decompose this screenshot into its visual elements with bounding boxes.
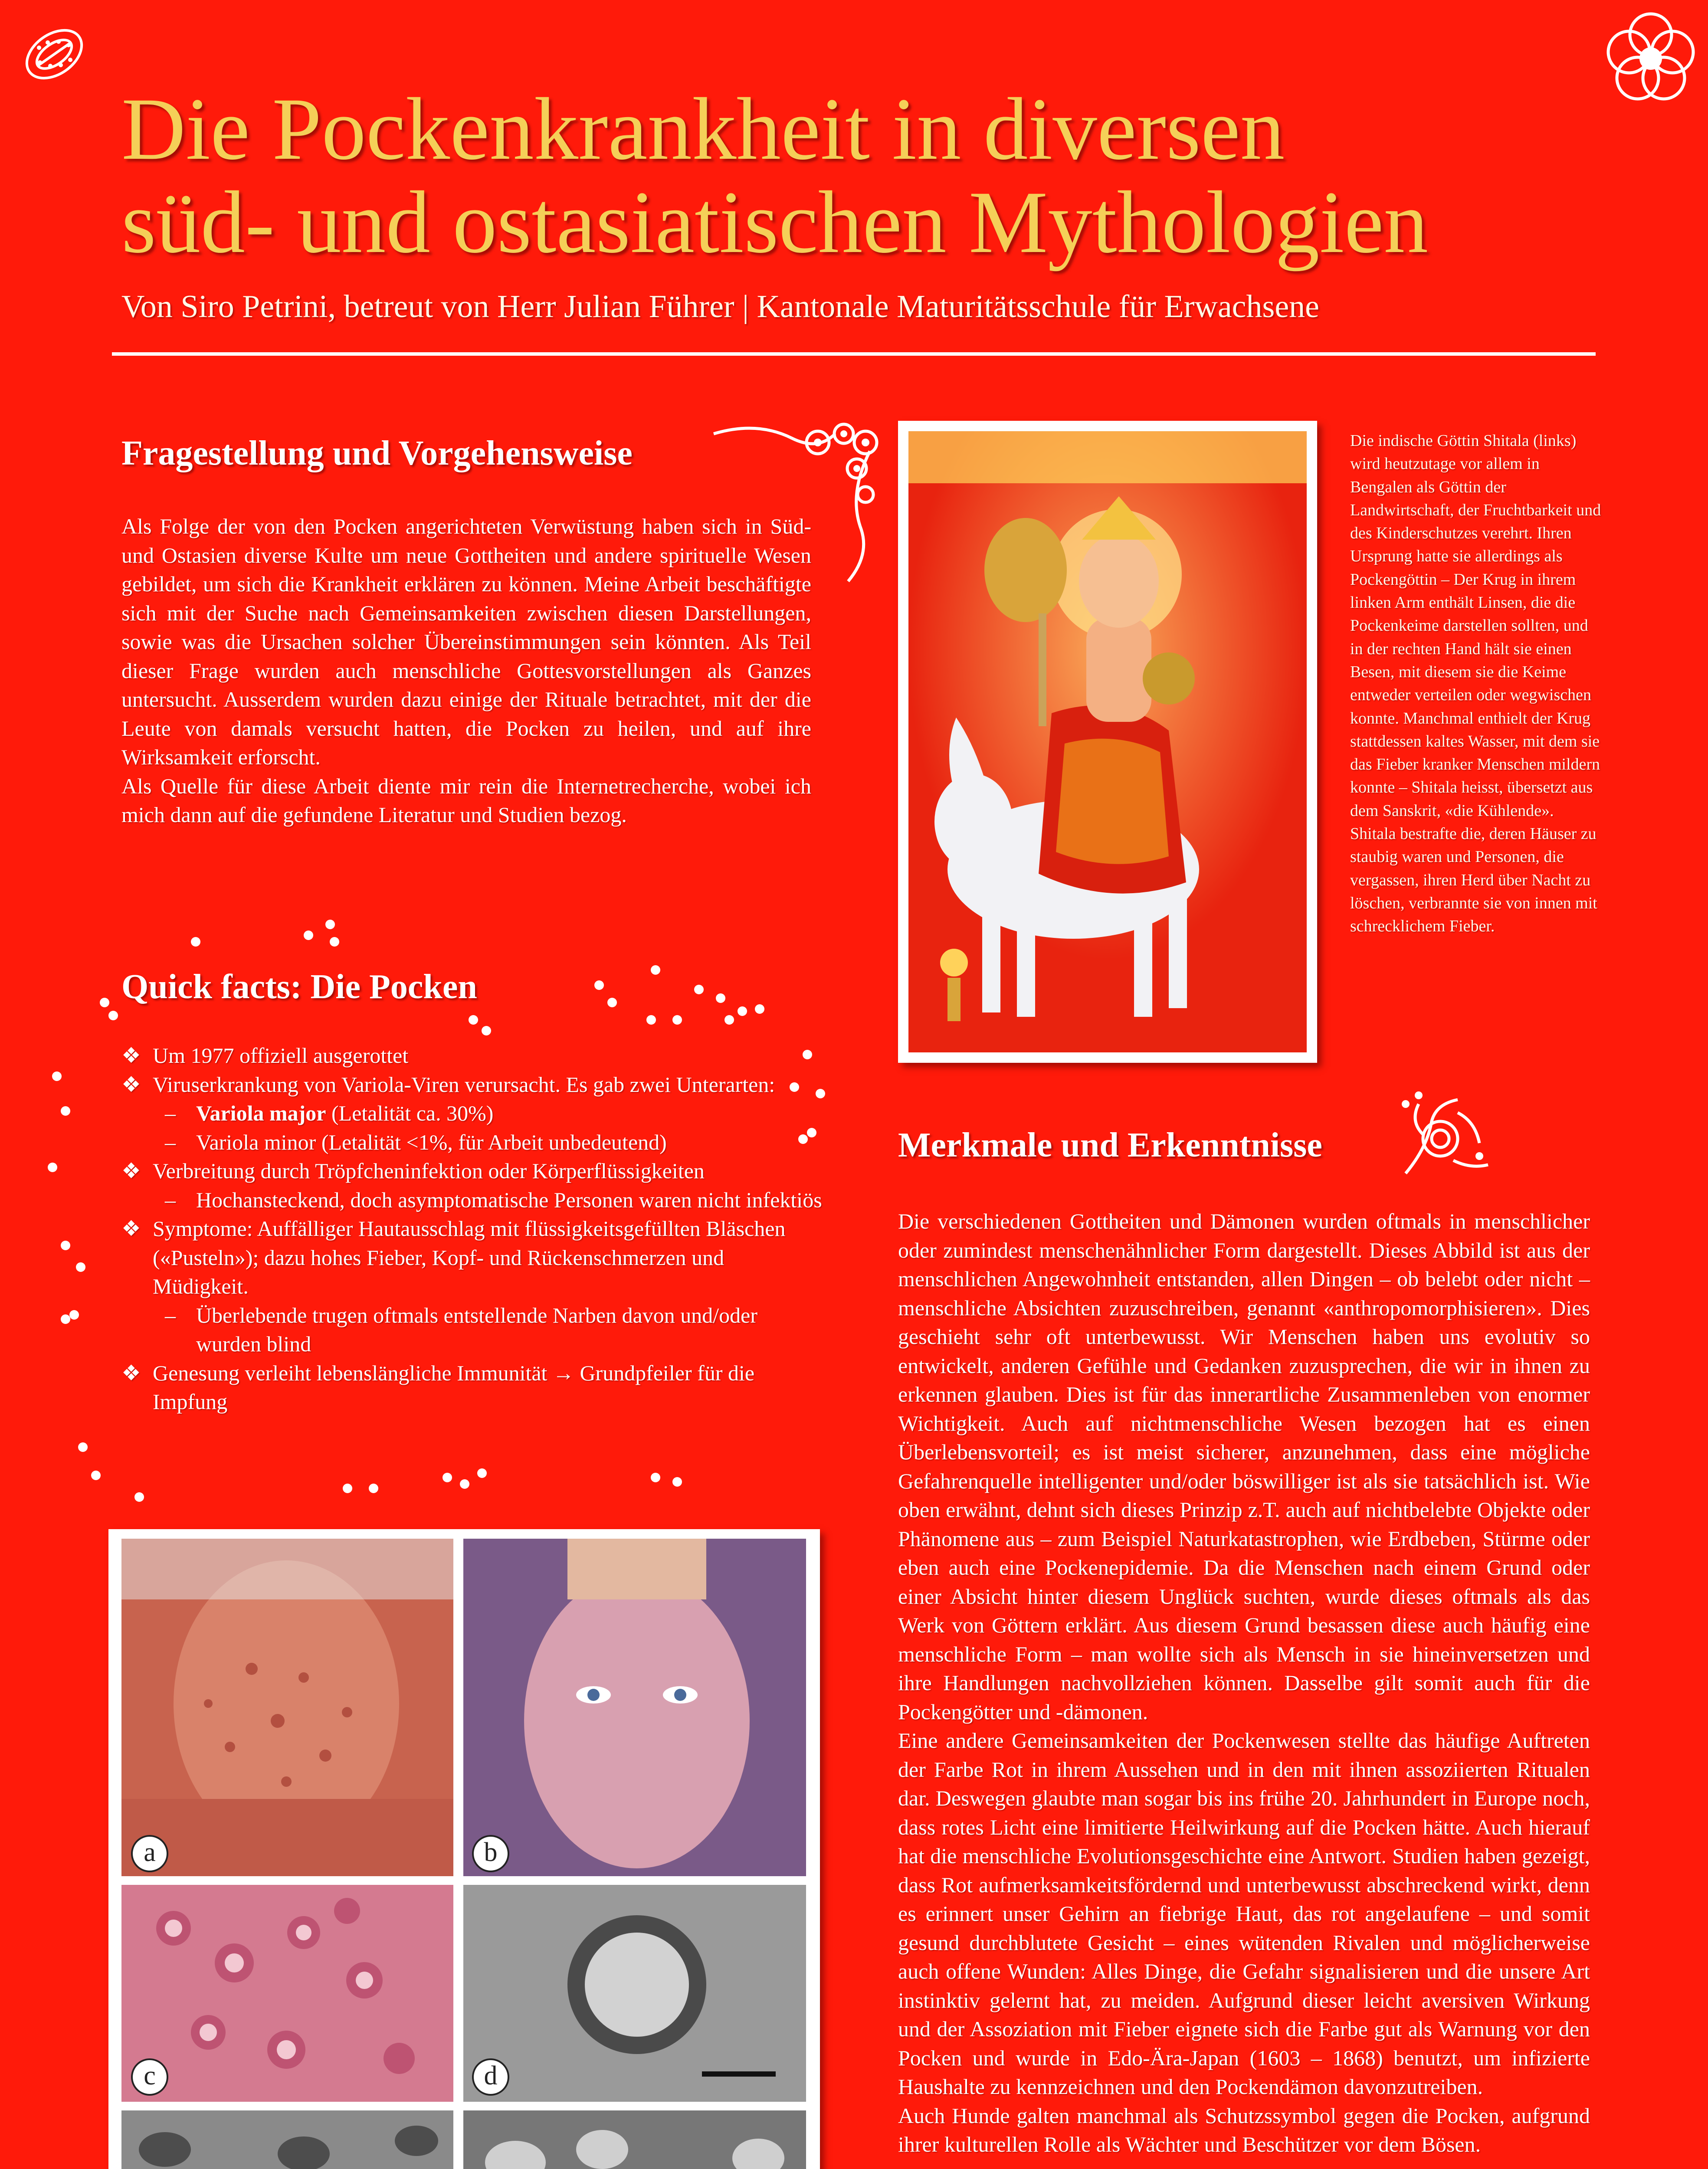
page-title xyxy=(121,80,1640,272)
header-divider xyxy=(112,352,1596,356)
paragraph: Als Folge der von den Pocken angerichteten Verwüstung haben sich in Süd- und Ostasien diverse Kulte um neue Gottheiten und andere spirituelle Wesen gebildet, um sich die Krankheit erklären zu können. Meine Arbeit beschäftigte sich mit der Suche nach Gemeinsamkeiten zwischen diesen Darstellungen, sowie was die Ursachen solcher Übereinstimmungen sein könnten. Als Teil dieser Frage wurden auch menschliche Gottesvorstellungen als Ganzes untersucht. Ausserdem wurden dazu einige der Rituale betrachtet, mit der die Leute von damals versucht hatten, die Pocken zu heilen, und auf ihre Wirksamkeit erforscht. xyxy=(121,514,811,769)
diamond-bullet-icon: ❖ xyxy=(121,1216,141,1241)
diamond-bullet-icon: ❖ xyxy=(121,1360,141,1385)
panel-label-c: c xyxy=(131,2058,168,2096)
list-item: ❖ Verbreitung durch Tröpfcheninfektion oder Körperflüssigkeiten xyxy=(121,1157,824,1186)
dash-bullet: – xyxy=(165,1130,176,1154)
shitala-image-frame xyxy=(898,421,1317,1063)
list-item: ❖ Um 1977 offiziell ausgerottet xyxy=(121,1041,824,1070)
photo-panel-d xyxy=(463,1885,806,2102)
list-subitem: – Überlebende trugen oftmals entstellende Narben davon und/oder wurden blind xyxy=(121,1301,824,1359)
paragraph: Eine andere Gemeinsamkeiten der Pockenwesen stellte das häufige Auftreten der Farbe Rot in ihrem Aussehen und in den mit ihnen assoziierten Ritualen dar. Deswegen glaubte man sogar bis ins frühe 20. Jahrhundert in Europe noch, dass rotes Licht eine limitierte Heilwirkung auf die Pocken hätte. Auch hierauf hat die menschliche Evolutionsgeschichte eine Antwort. Studien haben gezeigt, dass Rot aufmerksamkeitsfördernd und unterbewusst abschreckend wirkt, denn es erinnert unser Gehirn an fiebrige Haut, das rot angelaufene – und somit gesund durchblutete Gesicht – eines wütenden Rivalen und möglicherweise auch offene Wunden: Alles Dinge, die Gefahr signalisieren und die unsere Art instinktiv gelernt hat, zu meiden. Aufgrund dieser leicht aversiven Wirkung und der Assoziation mit Fieber eignete sich die Farbe gut als Warnung vor den Pocken und wurde in Edo-Ära-Japan (1603 – 1868) benutzt, um infizierte Haushalte zu kennzeichnen und den Pockendämon davonzutreiben. xyxy=(898,1728,1590,2099)
section-heading-merkmale: Merkmale und Erkenntnisse xyxy=(898,1126,1322,1164)
photo-panel-e xyxy=(121,2110,453,2169)
panel-label-d: d xyxy=(472,2058,509,2096)
photo-panel-c xyxy=(121,1885,453,2102)
section-heading-quick-facts: Quick facts: Die Pocken xyxy=(121,968,477,1006)
list-item: ❖ Symptome: Auffälliger Hautausschlag mit flüssigkeitsgefüllten Bläschen («Pusteln»); dazu hohes Fieber, Kopf- und Rückenschmerzen und Müdigkeit. xyxy=(121,1214,824,1301)
paragraph: Die verschiedenen Gottheiten und Dämonen wurden oftmals in menschlicher oder zumindest menschenähnlicher Form dargestellt. Dieses Abbild ist aus der menschlichen Angewohnheit entstanden, allen Dingen – ob belebt oder nicht – menschliche Absichten zuzuschreiben, genannt «anthropomorphisieren». Dies geschieht sehr oft unterbewusst. Wir Menschen haben uns evolutiv so entwickelt, anderen Gefühle und Gedanken zuzusprechen, die wir in ihnen zu erkennen glauben. Dies ist für das innerartliche Zusammenleben von enormer Wichtigkeit. Auch auf nichtmenschliche Wesen bezogen hat es einen Überlebensvorteil; es ist meist sicherer, anzunehmen, dass eine mögliche Gefahrenquelle intelligenter und/oder böswilliger ist als sie tatsächlich ist. Wie oben erwähnt, dehnt sich dieses Prinzip z.T. auch auf nichtbelebte Objekte oder Phänomene aus – zum Beispiel Naturkatastrophen, wie Erdbeben, Stürme oder eben auch eine Pockenepidemie. Da die Menschen nach einem Grund oder einer Absicht hinter diesem Unglück suchten, wurde dieses oftmals als das Werk von Göttern erklärt. Aus diesem Grund besassen diese auch häufig eine menschliche Form – man wollte sich als Mensch in sie hineinversetzen und ihre Handlungen nachvollziehen können. Dasselbe gilt somit auch für die Pockengötter und -dämonen. xyxy=(898,1209,1590,1724)
section-body-fragestellung xyxy=(121,512,811,829)
paragraph: Auch Hunde galten manchmal als Schutzssymbol gegen die Pocken, aufgrund ihrer kulturellen Rolle als Wächter und Beschützer vor dem Bösen. xyxy=(898,2103,1590,2156)
panel-label-a: a xyxy=(131,1835,168,1872)
list-subitem: – Hochansteckend, doch asymptomatische Personen waren nicht infektiös xyxy=(121,1186,824,1215)
list-subitem: – Variola minor (Letalität <1%, für Arbeit unbedeutend) xyxy=(121,1128,824,1157)
dash-bullet: – xyxy=(165,1187,176,1212)
photo-panel-b xyxy=(463,1539,806,1876)
section-body-merkmale xyxy=(898,1207,1590,2159)
diamond-bullet-icon: ❖ xyxy=(121,1043,141,1068)
list-item: ❖ Viruserkrankung von Variola-Viren verursacht. Es gab zwei Unterarten: xyxy=(121,1070,824,1099)
panel-label-b: b xyxy=(472,1835,509,1872)
smallpox-photo-collage xyxy=(108,1529,820,2169)
dash-bullet: – xyxy=(165,1101,176,1125)
cowrie-shell-icon xyxy=(17,17,91,91)
section-heading-fragestellung: Fragestellung und Vorgehensweise xyxy=(121,434,633,472)
photo-panel-a xyxy=(121,1539,453,1876)
diamond-bullet-icon: ❖ xyxy=(121,1072,141,1097)
title-line-1: Die Pockenkrankheit in diversen xyxy=(121,80,1285,178)
list-item: ❖ Genesung verleiht lebenslängliche Immunität → Grundpfeiler für die Impfung xyxy=(121,1359,824,1416)
shitala-caption: Die indische Göttin Shitala (links) wird heutzutage vor allem in Bengalen als Göttin der Landwirtschaft, der Fruchtbarkeit und des Kinderschutzes verehrt. Ihren Ursprung hatte sie allerdings als Pockengöttin – Der Krug in ihrem linken Arm enthält Linsen, die die Pockenkeime darstellen sollten, und in der rechten Hand hält sie einen Besen, mit diesem sie die Keime entweder verteilen oder wegwischen konnte. Manchmal enthielt der Krug stattdessen kaltes Wasser, mit dem sie das Fieber kranker Menschen mildern konnte – Shitala heisst, übersetzt aus dem Sanskrit, «die Kühlende». Shitala bestrafte die, deren Häuser zu staubig waren und Personen, die vergassen, ihren Herd über Nacht zu löschen, verbrannte sie von innen mit schrecklichem Fieber. xyxy=(1350,432,1601,936)
diamond-bullet-icon: ❖ xyxy=(121,1159,141,1183)
subtitle: Von Siro Petrini, betreut von Herr Julian Führer | Kantonale Maturitätsschule für Erwachsene xyxy=(121,289,1320,324)
dash-bullet: – xyxy=(165,1303,176,1327)
photo-panel-f xyxy=(463,2110,806,2169)
shitala-goddess-image xyxy=(908,431,1307,1052)
paragraph: Als Quelle für diese Arbeit diente mir rein die Internetrecherche, wobei ich mich dann auf die gefundene Literatur und Studien bezog. xyxy=(121,773,811,827)
quick-facts-list xyxy=(121,1041,824,1416)
floral-corner-icon xyxy=(1393,1087,1497,1191)
title-line-2: süd- und ostasiatischen Mythologien xyxy=(121,173,1429,272)
list-subitem: – Variola major (Letalität ca. 30%) xyxy=(121,1099,824,1128)
